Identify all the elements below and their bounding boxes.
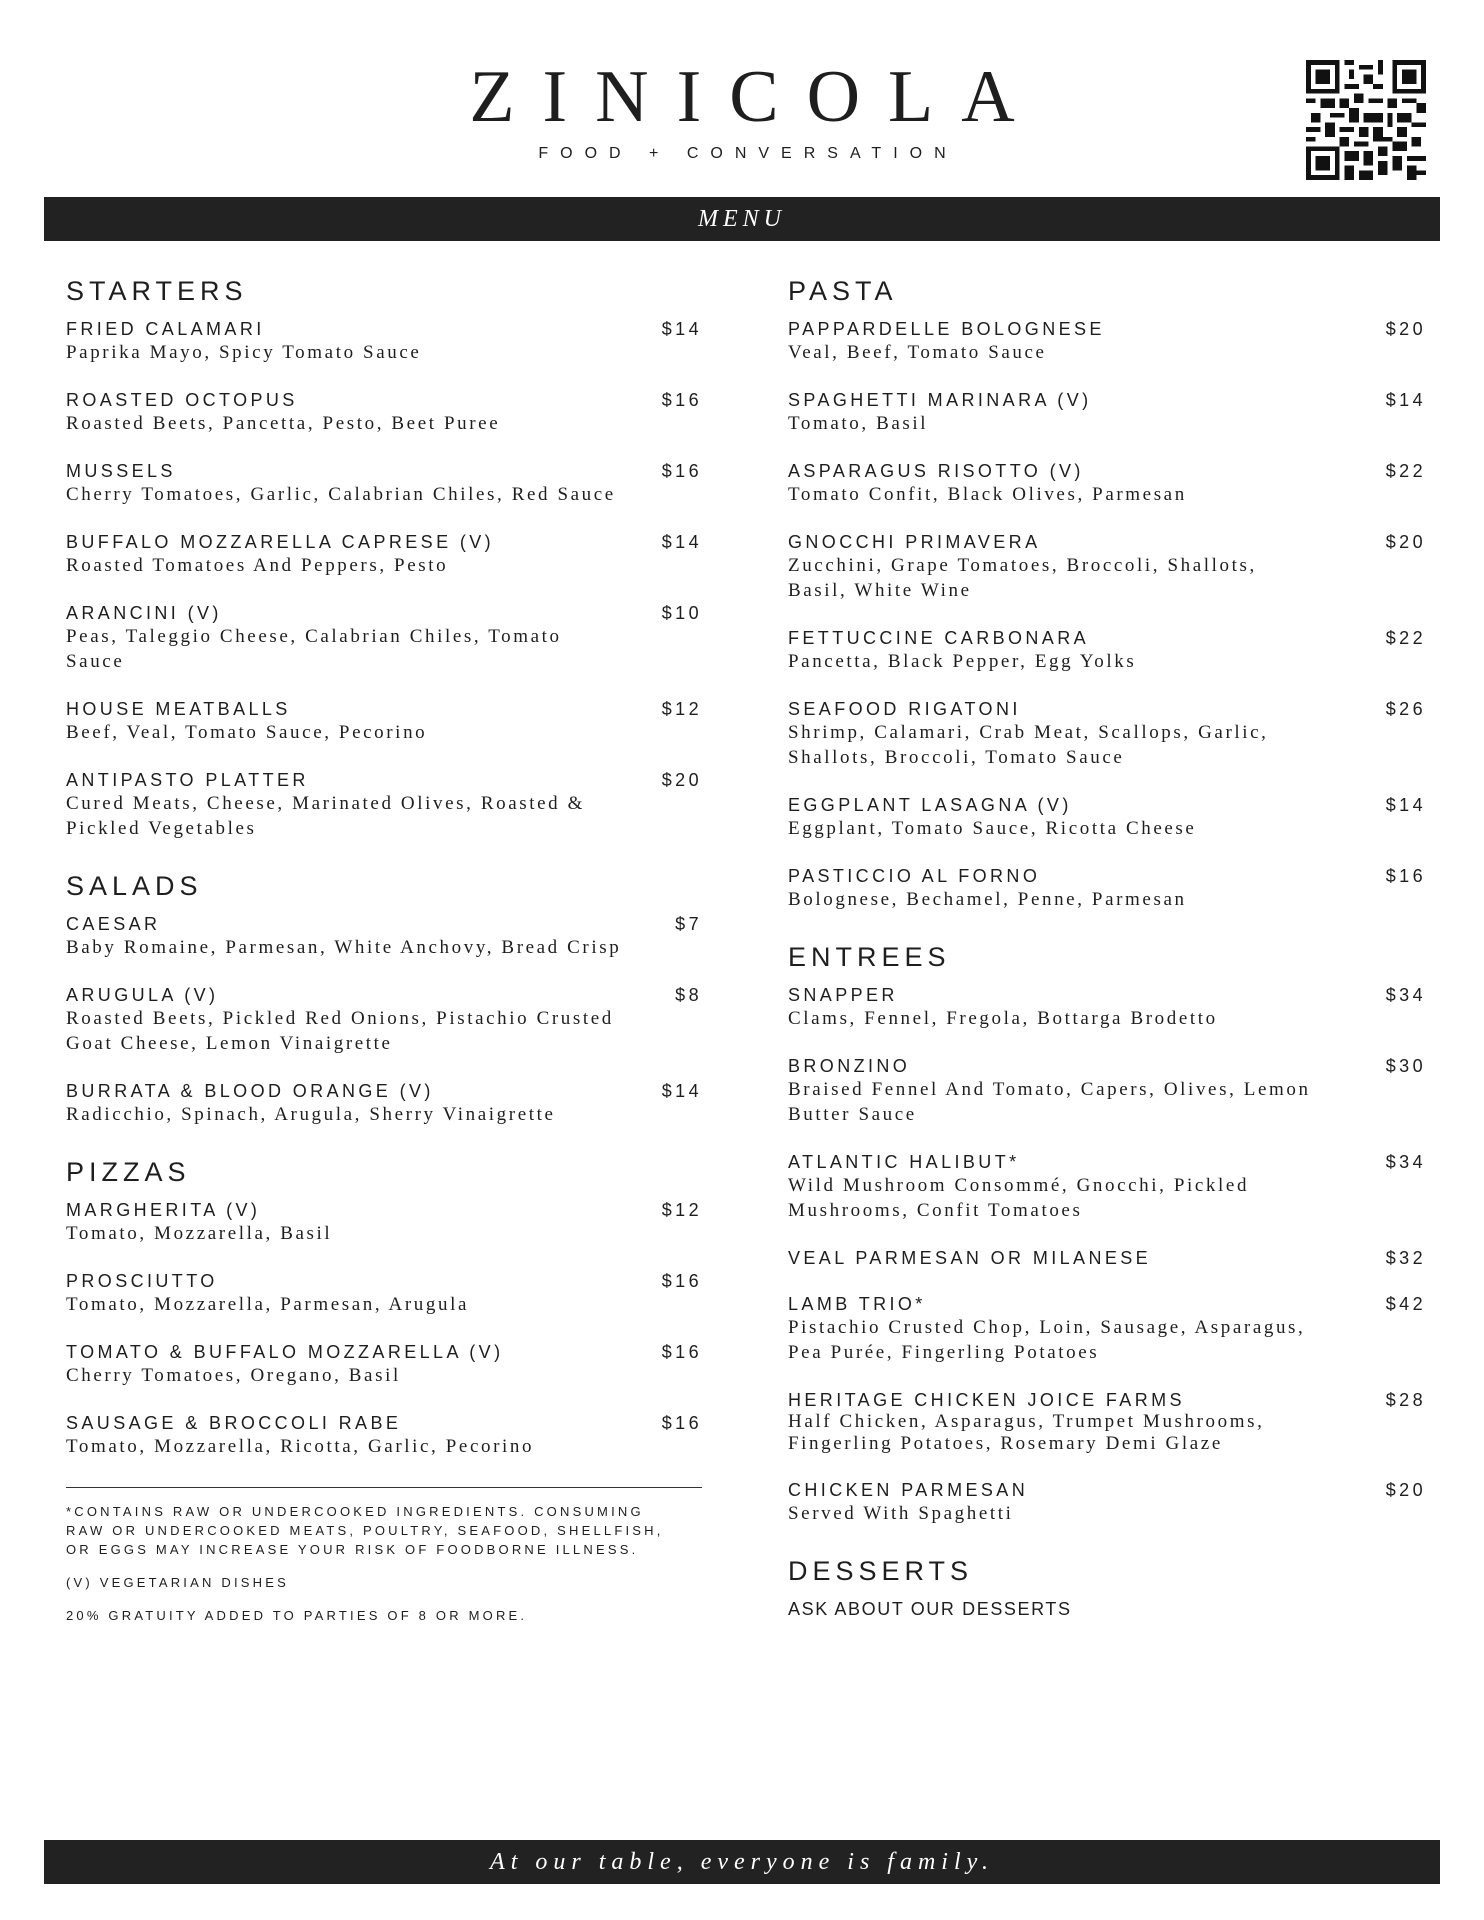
item-name: GNOCCHI PRIMAVERA	[788, 532, 1041, 552]
menu-item	[66, 531, 702, 578]
menu-item	[788, 698, 1426, 770]
item-name: ATLANTIC HALIBUT*	[788, 1152, 1020, 1172]
item-price: $16	[661, 1342, 702, 1362]
qr-code-icon[interactable]	[1306, 60, 1426, 180]
item-price: $10	[661, 603, 702, 623]
vegetarian-note: (V) VEGETARIAN DISHES	[66, 1575, 289, 1590]
item-description: Roasted Beets, Pickled Red Onions, Pistachio Crusted Goat Cheese, Lemon Vinaigrette	[66, 1008, 614, 1054]
menu-item	[66, 913, 702, 960]
item-description: Shrimp, Calamari, Crab Meat, Scallops, Garlic, Shallots, Broccoli, Tomato Sauce	[788, 722, 1269, 768]
item-price: $14	[661, 532, 702, 552]
item-description: Braised Fennel And Tomato, Capers, Olives, Lemon Butter Sauce	[788, 1079, 1311, 1125]
menu-item	[66, 1341, 702, 1388]
section-starters	[66, 274, 702, 841]
footer-tagline: At our table, everyone is family.	[490, 1848, 994, 1875]
item-name: ASPARAGUS RISOTTO (V)	[788, 461, 1084, 481]
item-name: FRIED CALAMARI	[66, 319, 265, 339]
item-price: $30	[1385, 1056, 1426, 1076]
menu-banner-label: MENU	[698, 205, 786, 232]
menu-item	[788, 531, 1426, 603]
item-description: Eggplant, Tomato Sauce, Ricotta Cheese	[788, 818, 1197, 839]
menu-item	[788, 318, 1426, 365]
item-description: Pistachio Crusted Chop, Loin, Sausage, Asparagus, Pea Purée, Fingerling Potatoes	[788, 1317, 1306, 1363]
menu-item	[66, 602, 702, 674]
menu-item	[788, 984, 1426, 1031]
item-description: Tomato Confit, Black Olives, Parmesan	[788, 484, 1187, 505]
item-price: $7	[675, 914, 702, 934]
item-description: Tomato, Basil	[788, 413, 929, 434]
item-price: $20	[1385, 1480, 1426, 1500]
item-description: Cherry Tomatoes, Oregano, Basil	[66, 1365, 401, 1386]
item-price: $22	[1385, 461, 1426, 481]
section-title-entrees: ENTREES	[788, 942, 951, 972]
item-name: BRONZINO	[788, 1056, 911, 1076]
item-name: SAUSAGE & BROCCOLI RABE	[66, 1413, 402, 1433]
item-name: ARANCINI (V)	[66, 603, 222, 623]
item-price: $16	[661, 390, 702, 410]
item-price: $16	[1385, 866, 1426, 886]
section-salads	[66, 869, 702, 1127]
item-name: PASTICCIO AL FORNO	[788, 866, 1041, 886]
item-price: $14	[661, 319, 702, 339]
menu-item	[788, 865, 1426, 912]
item-name: PAPPARDELLE BOLOGNESE	[788, 319, 1105, 339]
menu-item	[66, 1080, 702, 1127]
menu-item	[788, 627, 1426, 674]
section-title-pasta: PASTA	[788, 276, 898, 306]
menu-item	[788, 794, 1426, 841]
section-title-starters: STARTERS	[66, 276, 248, 306]
item-description: Tomato, Mozzarella, Basil	[66, 1223, 333, 1244]
menu-item	[788, 1247, 1426, 1269]
item-name: CHICKEN PARMESAN	[788, 1480, 1029, 1500]
item-description: Tomato, Mozzarella, Parmesan, Arugula	[66, 1294, 469, 1315]
item-description: Zucchini, Grape Tomatoes, Broccoli, Shallots, Basil, White Wine	[788, 555, 1257, 601]
menu-item	[66, 984, 702, 1056]
menu-item	[66, 698, 702, 745]
item-name: ROASTED OCTOPUS	[66, 390, 298, 410]
menu-item	[66, 1270, 702, 1317]
item-price: $20	[661, 770, 702, 790]
section-title-pizzas: PIZZAS	[66, 1157, 191, 1187]
item-name: TOMATO & BUFFALO MOZZARELLA (V)	[66, 1342, 504, 1362]
item-name: SNAPPER	[788, 985, 898, 1005]
item-description: Cherry Tomatoes, Garlic, Calabrian Chiles, Red Sauce	[66, 484, 616, 505]
item-description: Pancetta, Black Pepper, Egg Yolks	[788, 651, 1137, 672]
menu-item	[788, 1479, 1426, 1526]
item-price: $14	[661, 1081, 702, 1101]
item-description: Baby Romaine, Parmesan, White Anchovy, Bread Crisp	[66, 937, 622, 958]
item-price: $8	[675, 985, 702, 1005]
item-price: $20	[1385, 532, 1426, 552]
footer-banner	[44, 1840, 1440, 1884]
item-price: $12	[661, 1200, 702, 1220]
item-price: $26	[1385, 699, 1426, 719]
restaurant-tagline: FOOD + CONVERSATION	[538, 145, 958, 162]
section-desserts	[788, 1554, 1426, 1620]
menu-item	[788, 1055, 1426, 1127]
menu-item	[66, 1199, 702, 1246]
gratuity-note: 20% GRATUITY ADDED TO PARTIES OF 8 OR MORE.	[66, 1608, 528, 1623]
notes-divider	[66, 1487, 702, 1488]
item-description: Paprika Mayo, Spicy Tomato Sauce	[66, 342, 422, 363]
right-column	[788, 274, 1426, 1648]
desserts-note: ASK ABOUT OUR DESSERTS	[788, 1599, 1072, 1619]
item-name: MARGHERITA (V)	[66, 1200, 261, 1220]
item-description: Tomato, Mozzarella, Ricotta, Garlic, Pecorino	[66, 1436, 535, 1457]
item-price: $14	[1385, 390, 1426, 410]
menu-banner	[44, 197, 1440, 241]
item-description: Wild Mushroom Consommé, Gnocchi, Pickled Mushrooms, Confit Tomatoes	[788, 1175, 1250, 1221]
item-description: Beef, Veal, Tomato Sauce, Pecorino	[66, 722, 428, 743]
menu-item	[788, 1389, 1426, 1455]
menu-item	[66, 1412, 702, 1459]
item-name: ANTIPASTO PLATTER	[66, 770, 309, 790]
left-column	[66, 274, 702, 1639]
item-name: SEAFOOD RIGATONI	[788, 699, 1021, 719]
section-title-salads: SALADS	[66, 871, 203, 901]
section-entrees	[788, 940, 1426, 1526]
item-name: HERITAGE CHICKEN JOICE FARMS	[788, 1390, 1185, 1410]
menu-item	[66, 460, 702, 507]
item-name: BUFFALO MOZZARELLA CAPRESE (V)	[66, 532, 495, 552]
item-price: $42	[1385, 1294, 1426, 1314]
item-name: MUSSELS	[66, 461, 176, 481]
item-description: Roasted Beets, Pancetta, Pesto, Beet Puree	[66, 413, 501, 434]
item-price: $22	[1385, 628, 1426, 648]
item-price: $20	[1385, 319, 1426, 339]
item-name: BURRATA & BLOOD ORANGE (V)	[66, 1081, 434, 1101]
item-description: Radicchio, Spinach, Arugula, Sherry Vinaigrette	[66, 1104, 556, 1125]
item-name: FETTUCCINE CARBONARA	[788, 628, 1090, 648]
item-description: Served With Spaghetti	[788, 1503, 1014, 1524]
menu-item	[66, 389, 702, 436]
menu-item	[66, 769, 702, 841]
section-pasta	[788, 274, 1426, 912]
item-price: $16	[661, 1271, 702, 1291]
item-name: VEAL PARMESAN OR MILANESE	[788, 1248, 1152, 1268]
item-price: $14	[1385, 795, 1426, 815]
item-name: ARUGULA (V)	[66, 985, 219, 1005]
item-name: HOUSE MEATBALLS	[66, 699, 291, 719]
item-description: Half Chicken, Asparagus, Trumpet Mushrooms, Fingerling Potatoes, Rosemary Demi Glaze	[788, 1411, 1265, 1454]
menu-item	[788, 460, 1426, 507]
item-name: EGGPLANT LASAGNA (V)	[788, 795, 1072, 815]
item-price: $16	[661, 1413, 702, 1433]
item-description: Cured Meats, Cheese, Marinated Olives, Roasted & Pickled Vegetables	[66, 793, 585, 839]
item-price: $34	[1385, 985, 1426, 1005]
section-pizzas	[66, 1155, 702, 1459]
item-name: SPAGHETTI MARINARA (V)	[788, 390, 1092, 410]
menu-item	[788, 1151, 1426, 1223]
item-price: $34	[1385, 1152, 1426, 1172]
item-description: Bolognese, Bechamel, Penne, Parmesan	[788, 889, 1187, 910]
item-price: $16	[661, 461, 702, 481]
item-description: Roasted Tomatoes And Peppers, Pesto	[66, 555, 449, 576]
item-description: Clams, Fennel, Fregola, Bottarga Brodetto	[788, 1008, 1218, 1029]
item-name: PROSCIUTTO	[66, 1271, 218, 1291]
item-description: Veal, Beef, Tomato Sauce	[788, 342, 1047, 363]
item-price: $32	[1385, 1248, 1426, 1268]
item-name: CAESAR	[66, 914, 161, 934]
item-price: $12	[661, 699, 702, 719]
menu-item	[788, 389, 1426, 436]
raw-ingredients-note: *CONTAINS RAW OR UNDERCOOKED INGREDIENTS. CONSUMING RAW OR UNDERCOOKED MEATS, POULTRY, SEAFOOD, SHELLFISH, OR EGGS MAY INCREASE YOUR RISK OF FOODBORNE ILLNESS.	[66, 1504, 664, 1557]
item-name: LAMB TRIO*	[788, 1294, 926, 1314]
menu-item	[66, 318, 702, 365]
restaurant-name: ZINICOLA	[469, 56, 1043, 138]
item-description: Peas, Taleggio Cheese, Calabrian Chiles, Tomato Sauce	[66, 626, 562, 672]
menu-item	[788, 1293, 1426, 1365]
section-title-desserts: DESSERTS	[788, 1556, 974, 1586]
item-price: $28	[1385, 1390, 1426, 1410]
